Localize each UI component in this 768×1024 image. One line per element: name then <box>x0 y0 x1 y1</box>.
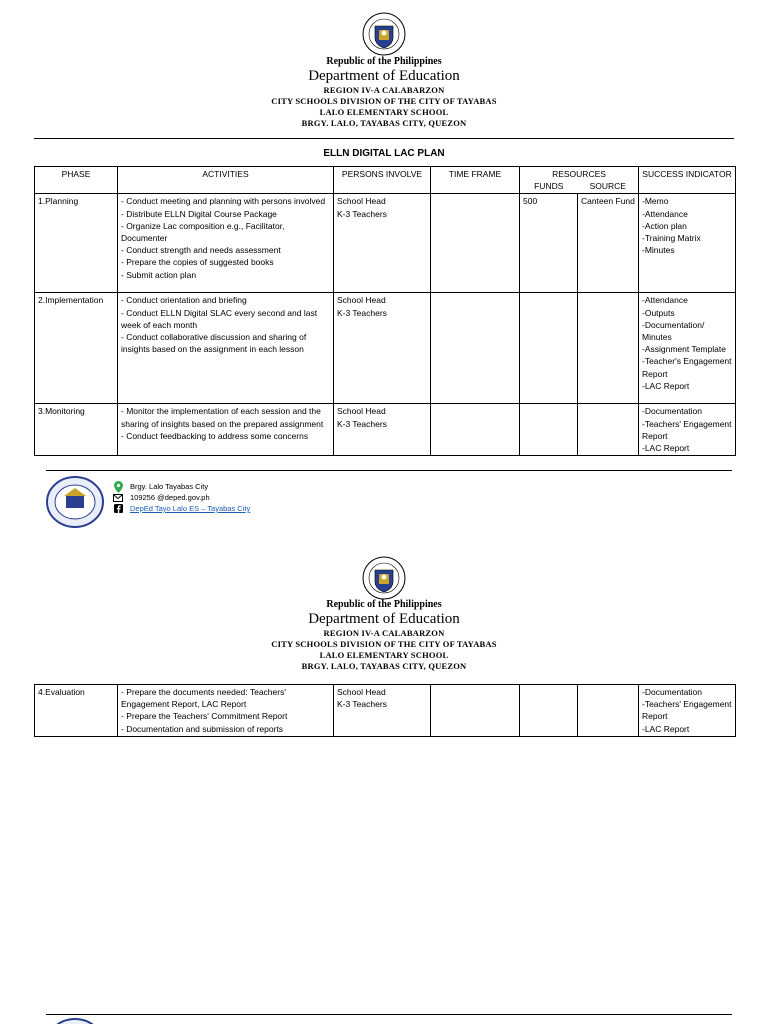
time-frame-cell <box>431 685 520 737</box>
funds-cell <box>520 685 578 737</box>
person-item: School Head <box>337 196 386 207</box>
activity-item: - Prepare the documents needed: Teachers' Engagement Report, LAC Report <box>121 687 286 710</box>
header-activities: ACTIVITIES <box>118 167 334 194</box>
lac-plan-table-page2 <box>34 684 736 737</box>
footer-address-row <box>112 481 250 492</box>
indicator-item: -LAC Report <box>642 380 690 391</box>
success-cell <box>639 293 736 404</box>
time-frame-cell <box>431 404 520 456</box>
activity-item: - Monitor the implementation of each session and the sharing of insights based on the prepared assignment <box>121 406 324 429</box>
region-line: REGION IV-A CALABARZON <box>323 628 445 638</box>
school-line: LALO ELEMENTARY SCHOOL <box>319 650 449 660</box>
person-item: School Head <box>337 687 386 697</box>
indicator-item: -Teachers' Engagement Report <box>642 418 732 441</box>
indicator-item: -Teachers' Engagement Report <box>642 699 732 722</box>
activities-cell <box>118 293 334 404</box>
persons-cell <box>334 194 431 293</box>
success-cell <box>639 194 736 293</box>
person-item: K-3 Teachers <box>337 208 387 219</box>
footer-divider <box>46 470 732 471</box>
region-line: REGION IV-A CALABARZON <box>323 85 445 95</box>
division-line: CITY SCHOOLS DIVISION OF THE CITY OF TAYABAS <box>271 639 497 649</box>
phase-cell: 4.Evaluation <box>35 685 118 737</box>
school-line: LALO ELEMENTARY SCHOOL <box>319 107 449 117</box>
table-row <box>35 685 736 737</box>
source-cell <box>578 293 639 404</box>
activity-item: - Distribute ELLN Digital Course Package <box>121 208 277 219</box>
person-item: K-3 Teachers <box>337 699 387 710</box>
department-line: Department of Education <box>308 68 460 84</box>
lac-plan-table <box>34 166 736 456</box>
funds-cell <box>520 293 578 404</box>
indicator-item: -Documentation <box>642 687 703 697</box>
indicator-item: -Attendance <box>642 208 688 219</box>
person-item: School Head <box>337 295 386 306</box>
person-item: K-3 Teachers <box>337 418 387 429</box>
indicator-item: -Documentation/ Minutes <box>642 319 705 343</box>
republic-line: Republic of the Philippines <box>326 599 442 610</box>
time-frame-cell <box>431 194 520 293</box>
persons-cell <box>334 293 431 404</box>
activities-cell <box>118 404 334 456</box>
header-persons: PERSONS INVOLVE <box>334 167 431 194</box>
school-logo-icon <box>46 1018 104 1024</box>
activity-item: - Conduct feedbacking to address some concerns <box>121 430 309 441</box>
activity-item: - Conduct ELLN Digital SLAC every second and last week of each month <box>121 307 318 330</box>
footer-email-row <box>112 492 250 503</box>
footer-facebook-link[interactable]: DepEd Tayo Lalo ES – Tayabas City <box>130 504 251 513</box>
indicator-item: -Assignment Template <box>642 344 726 355</box>
persons-cell <box>334 685 431 737</box>
activity-item: - Conduct collaborative discussion and sharing of insights based on the assignment in each lesson <box>121 332 307 355</box>
time-frame-cell <box>431 293 520 404</box>
funds-cell: 500 <box>520 194 578 293</box>
header-funds: FUNDS <box>520 180 578 194</box>
indicator-item: -Attendance <box>642 295 688 306</box>
activity-item: - Conduct meeting and planning with persons involved <box>121 196 326 207</box>
table-row <box>35 293 736 404</box>
table-row <box>35 404 736 456</box>
person-item: K-3 Teachers <box>337 307 387 318</box>
source-cell <box>578 404 639 456</box>
activities-cell <box>118 194 334 293</box>
department-line: Department of Education <box>308 611 460 627</box>
footer-address: Brgy. Lalo Tayabas City <box>130 482 209 491</box>
doc-title: ELLN DIGITAL LAC PLAN <box>323 148 445 159</box>
header-success: SUCCESS INDICATOR <box>639 167 736 194</box>
indicator-item: -Outputs <box>642 307 675 318</box>
indicator-item: -LAC Report <box>642 443 690 454</box>
success-cell <box>639 685 736 737</box>
activity-item: - Prepare the copies of suggested books <box>121 257 274 268</box>
activity-item: - Conduct strength and needs assessment <box>121 245 281 256</box>
division-line: CITY SCHOOLS DIVISION OF THE CITY OF TAYABAS <box>271 96 497 106</box>
indicator-item: -Minutes <box>642 245 675 256</box>
facebook-icon <box>112 504 124 513</box>
footer-contact <box>112 481 250 514</box>
header-resources: RESOURCES <box>520 167 639 181</box>
footer-facebook-row <box>112 503 250 514</box>
header-phase: PHASE <box>35 167 118 194</box>
funds-cell <box>520 404 578 456</box>
footer-divider <box>46 1014 732 1015</box>
indicator-item: -Memo <box>642 196 669 207</box>
indicator-item: -Action plan <box>642 220 687 231</box>
indicator-item: -Documentation <box>642 406 703 417</box>
persons-cell <box>334 404 431 456</box>
phase-cell: 1.Planning <box>35 194 118 293</box>
footer-email[interactable]: 109256 @deped.gov.ph <box>130 493 210 502</box>
activity-item: - Conduct orientation and briefing <box>121 295 247 306</box>
activity-item: - Submit action plan <box>121 269 197 280</box>
phase-cell: 2.Implementation <box>35 293 118 404</box>
letterhead <box>0 56 768 129</box>
letterhead-page2 <box>0 599 768 672</box>
activity-item: - Documentation and submission of reports <box>121 723 284 734</box>
header-time-frame: TIME FRAME <box>431 167 520 194</box>
success-cell <box>639 404 736 456</box>
header-source: SOURCE <box>578 180 639 194</box>
table-row <box>35 194 736 293</box>
activity-item: - Prepare the Teachers' Commitment Report <box>121 711 288 722</box>
source-cell <box>578 685 639 737</box>
republic-line: Republic of the Philippines <box>326 56 442 67</box>
source-cell: Canteen Fund <box>578 194 639 293</box>
school-logo-icon <box>46 476 104 528</box>
phase-cell: 3.Monitoring <box>35 404 118 456</box>
person-item: School Head <box>337 406 386 417</box>
address-line: BRGY. LALO, TAYABAS CITY, QUEZON <box>301 118 467 128</box>
indicator-item: -LAC Report <box>642 723 690 734</box>
address-line: BRGY. LALO, TAYABAS CITY, QUEZON <box>301 661 467 671</box>
map-pin-icon <box>112 481 124 493</box>
deped-seal-icon <box>362 12 406 56</box>
activities-cell <box>118 685 334 737</box>
indicator-item: -Training Matrix <box>642 233 701 244</box>
table-header-row <box>35 167 736 181</box>
indicator-item: -Teacher's Engagement Report <box>642 356 732 379</box>
deped-seal-icon <box>362 556 406 600</box>
activity-item: - Organize Lac composition e.g., Facilitator, Documenter <box>121 220 285 244</box>
header-divider <box>34 138 734 139</box>
envelope-icon <box>112 494 124 502</box>
